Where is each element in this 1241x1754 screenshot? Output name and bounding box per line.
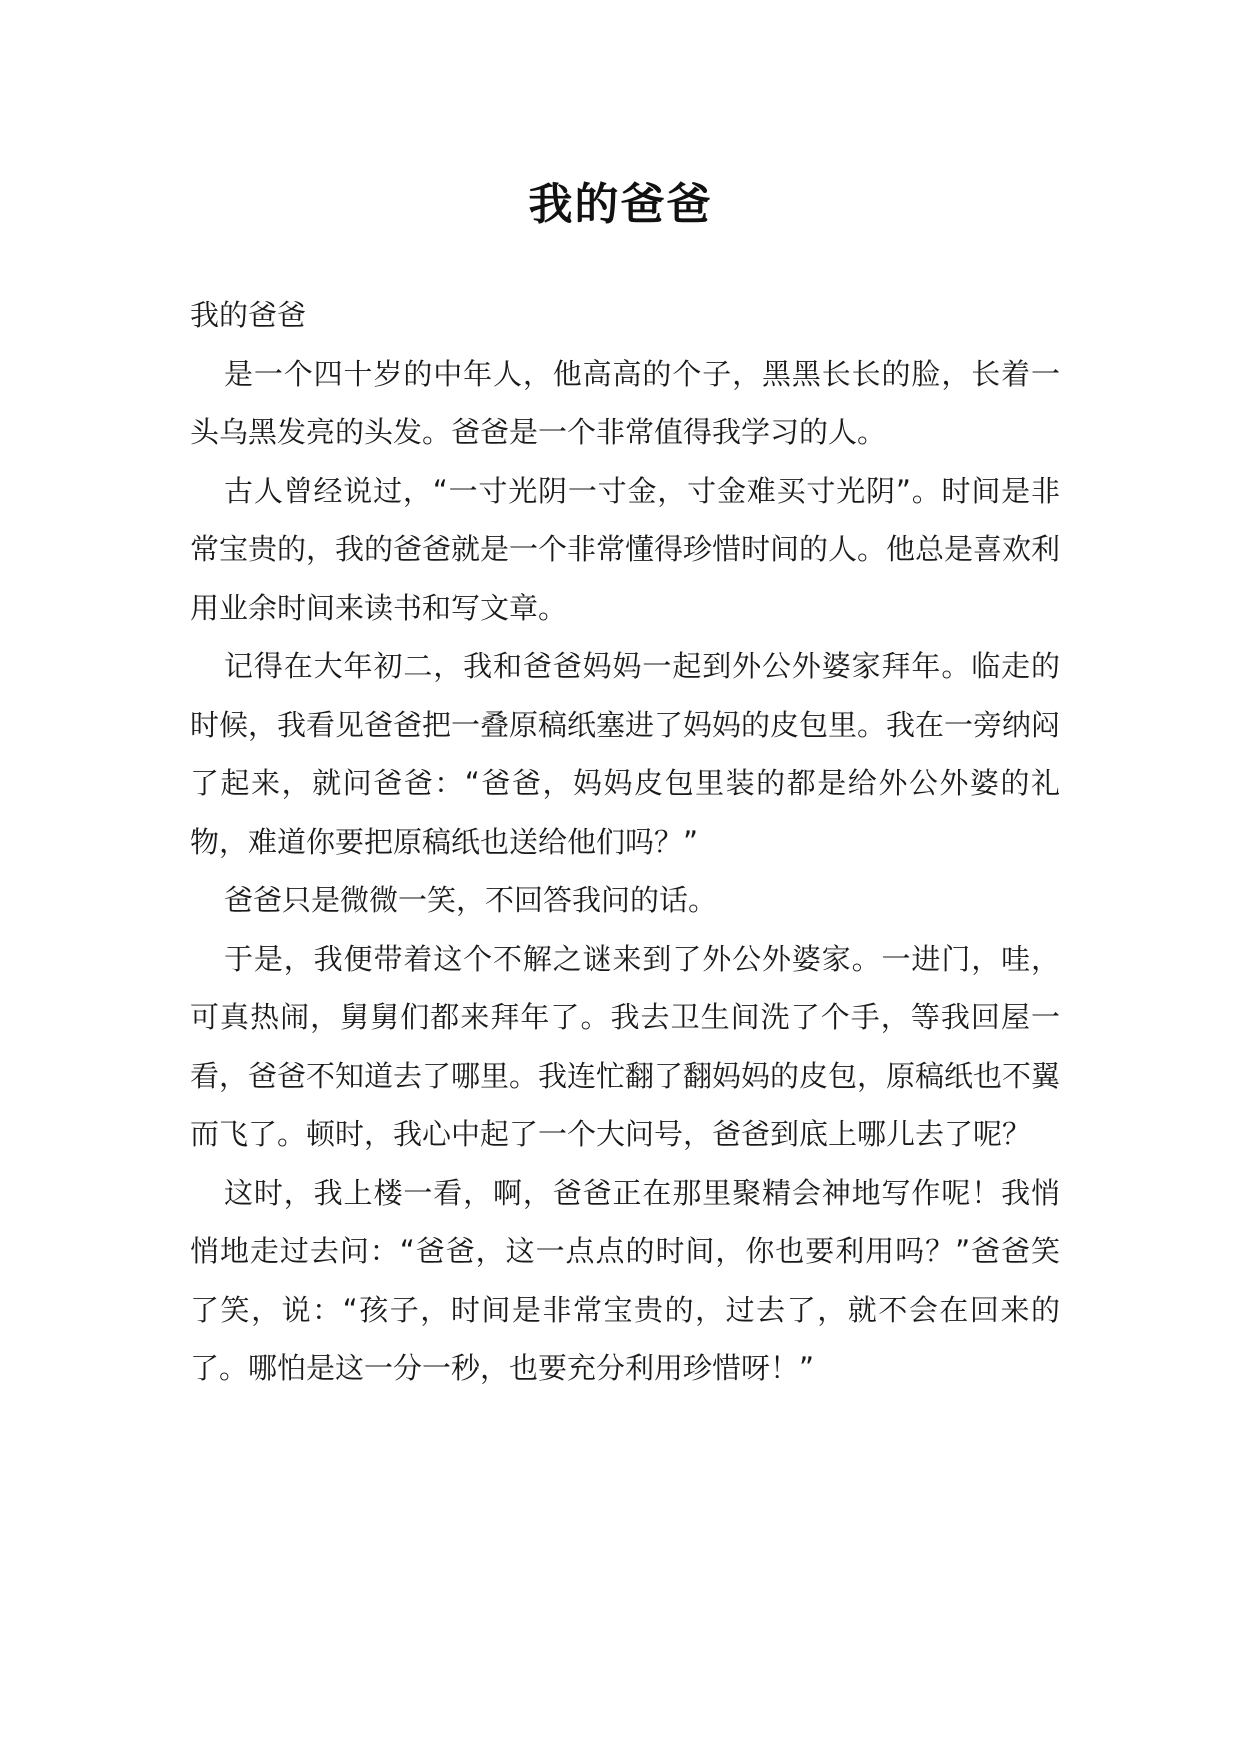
document-title: 我的爸爸 (528, 179, 713, 231)
paragraph-3: 记得在大年初二，我和爸爸妈妈一起到外公外婆家拜年。临走的时候，我看见爸爸把一叠原稿纸塞进了妈妈的皮包里。我在一旁纳闷了起来，就问爸爸：“爸爸，妈妈皮包里装的都是给外公外婆的礼物，难道你要把原稿纸也送给他们吗？” (190, 649, 1061, 859)
document-body (190, 286, 1060, 1398)
paragraph-2: 古人曾经说过，“一寸光阴一寸金，寸金难买寸光阴”。时间是非常宝贵的，我的爸爸就是一个非常懂得珍惜时间的人。他总是喜欢利用业余时间来读书和写文章。 (190, 473, 1061, 625)
paragraph-heading: 我的爸爸 (190, 298, 307, 332)
paragraph-6: 这时，我上楼一看，啊，爸爸正在那里聚精会神地写作呢！我悄悄地走过去问：“爸爸，这一点点的时间，你也要利用吗？”爸爸笑了笑，说：“孩子，时间是非常宝贵的，过去了，就不会在回来的了。哪怕是这一分一秒，也要充分利用珍惜呀！” (190, 1175, 1060, 1385)
paragraph-5: 于是，我便带着这个不解之谜来到了外公外婆家。一进门，哇，可真热闹，舅舅们都来拜年了。我去卫生间洗了个手，等我回屋一看，爸爸不知道去了哪里。我连忙翻了翻妈妈的皮包，原稿纸也不翼而飞了。顿时，我心中起了一个大问号，爸爸到底上哪儿去了呢？ (190, 941, 1061, 1151)
paragraph-1: 是一个四十岁的中年人，他高高的个子，黑黑长长的脸，长着一头乌黑发亮的头发。爸爸是一个非常值得我学习的人。 (190, 356, 1060, 449)
paragraph-4: 爸爸只是微微一笑，不回答我问的话。 (224, 883, 718, 917)
